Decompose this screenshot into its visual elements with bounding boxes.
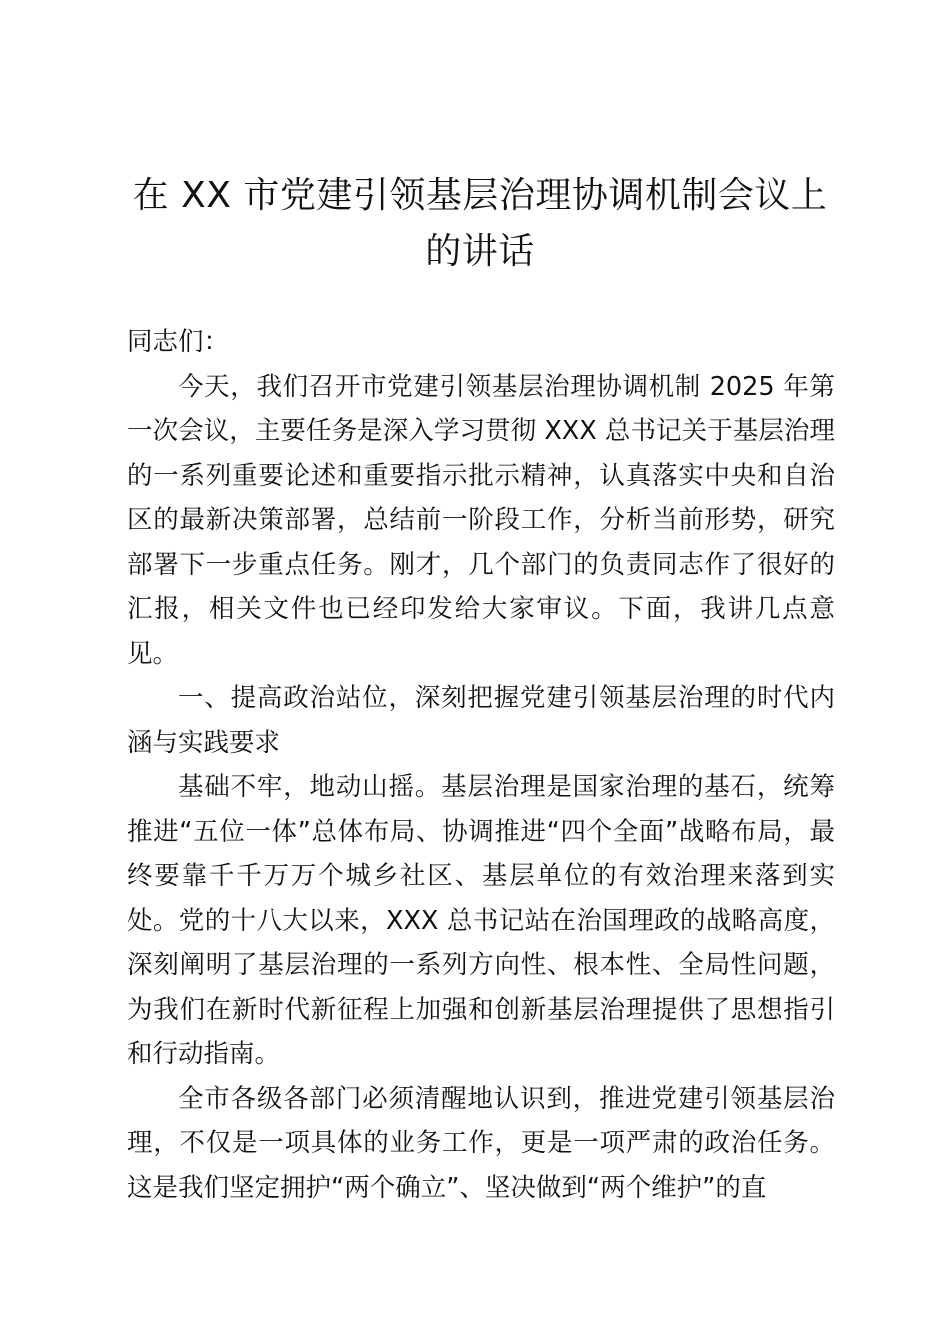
paragraph-foundation: 基础不牢，地动山摇。基层治理是国家治理的基石，统筹推进“五位一体”总体布局、协调推进“四个全面”战略布局，最终要靠千千万万个城乡社区、基层单位的有效治理来落到实处。党的十八大以来，XXX 总书记站在治国理政的战略高度，深刻阐明了基层治理的一系列方向性、根本性、全局性问题，为我们在新时代新征程上加强和创新基层治理提供了思想指引和行动指南。: [127, 772, 835, 1069]
paragraph-intro: 今天，我们召开市党建引领基层治理协调机制 2025 年第一次会议，主要任务是深入学习贯彻 XXX 总书记关于基层治理的一系列重要论述和重要指示批示精神，认真落实中央和自治区的最新决策部署，总结前一阶段工作，分析当前形势，研究部署下一步重点任务。刚才，几个部门的负责同志作了很好的汇报，相关文件也已经印发给大家审议。下面，我讲几点意见。: [127, 371, 835, 669]
section-heading-1: 一、提高政治站位，深刻把握党建引领基层治理的时代内涵与实践要求: [127, 683, 835, 758]
document-title: 在 XX 市党建引领基层治理协调机制会议上的讲话: [132, 175, 828, 272]
document-body: [127, 320, 835, 1210]
salutation: 同志们：: [127, 327, 230, 357]
paragraph-political-task: 全市各级各部门必须清醒地认识到，推进党建引领基层治理，不仅是一项具体的业务工作，更是一项严肃的政治任务。这是我们坚定拥护“两个确立”、坚决做到“两个维护”的直: [127, 1083, 835, 1203]
